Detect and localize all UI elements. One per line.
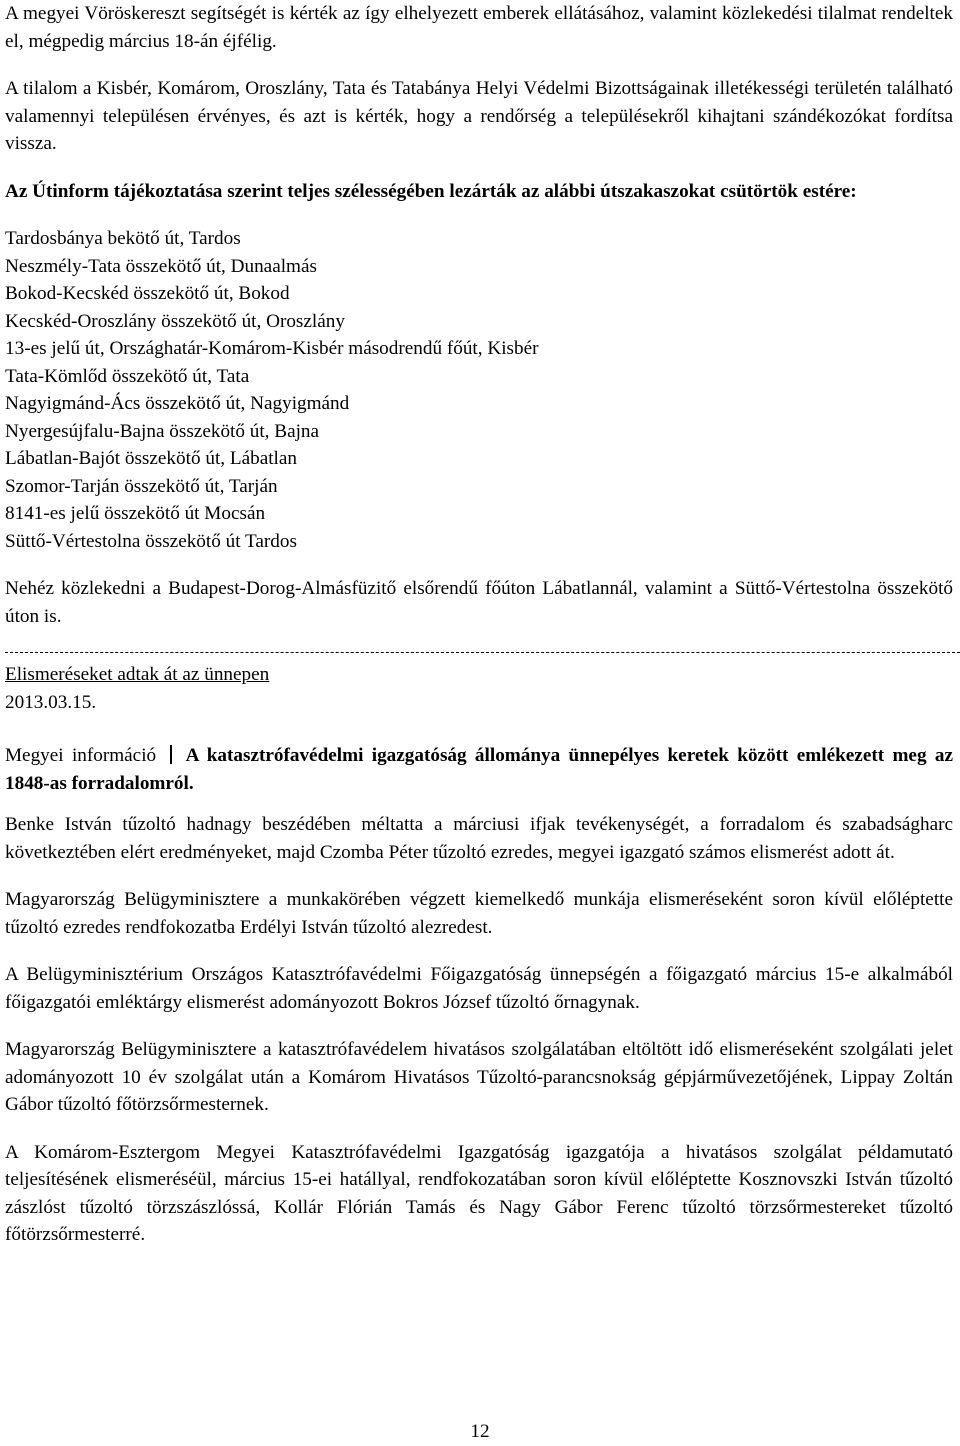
article-headline-block	[5, 742, 953, 797]
road-closures-heading: Az Útinform tájékoztatása szerint teljes szélességében lezárták az alábbi útszakaszokat csütörtök estére:	[5, 180, 857, 202]
article-paragraph: Magyarország Belügyminisztere a katasztrófavédelem hivatásos szolgálatában eltöltött idő elismeréseként szolgálati jelet adományozott 10 év szolgálat után a Komárom Hivatásos Tűzoltó-parancsnokság gépjárművezetőjének, Lippay Zoltán Gábor tűzoltó főtörzsőrmesternek.	[5, 1039, 953, 1115]
road-item: 8141-es jelű összekötő út Mocsán	[5, 503, 266, 524]
road-item: Bokod-Kecskéd összekötő út, Bokod	[5, 283, 290, 304]
traffic-note: Nehéz közlekedni a Budapest-Dorog-Almásfüzitő elsőrendű főúton Lábatlannál, valamint a Süttő-Vértestolna összekötő úton is.	[5, 578, 953, 627]
page-number: 12	[470, 1421, 490, 1442]
article-paragraph: Magyarország Belügyminisztere a munkakörében végzett kiemelkedő munkája elismeréseként soron kívül előléptette tűzoltó ezredes rendfokozatba Erdélyi István tűzoltó alezredest.	[5, 889, 953, 938]
article-title: Elismeréseket adtak át az ünnepen	[5, 664, 270, 685]
road-item: Tata-Kömlőd összekötő út, Tata	[5, 365, 250, 387]
article-paragraph: A Belügyminisztérium Országos Katasztrófavédelmi Főigazgatóság ünnepségén a főigazgató március 15-e alkalmából főigazgatói emléktárgy elismerést adományozott Bokros József tűzoltó őrnagynak.	[5, 964, 953, 1013]
section-divider	[5, 652, 960, 653]
road-closure-list	[5, 225, 953, 555]
road-item: Lábatlan-Bajót összekötő út, Lábatlan	[5, 448, 297, 469]
road-item: Kecskéd-Oroszlány összekötő út, Oroszlány	[5, 310, 345, 332]
article-category: Megyei információ	[5, 745, 157, 766]
road-item: Süttő-Vértestolna összekötő út Tardos	[5, 530, 297, 552]
article-paragraph: A Komárom-Esztergom Megyei Katasztrófavédelmi Igazgatóság igazgatója a hivatásos szolgálat példamutató teljesítésének elismeréséül, március 15-ei hatállyal, rendfokozatában soron kívül előléptette Kosznovszki István tűzoltó zászlóst tűzoltó törzszászlóssá, Kollár Flórián Tamás és Nagy Gábor Ferenc tűzoltó törzsőrmestereket tűzoltó főtörzsőrmesterré.	[5, 1141, 953, 1245]
article-headline: A katasztrófavédelmi igazgatóság állománya ünnepélyes keretek között emlékezett meg az 1848-as forradalomról.	[5, 745, 953, 794]
category-separator	[170, 745, 172, 764]
road-item: Szomor-Tarján összekötő út, Tarján	[5, 475, 278, 497]
road-item: Tardosbánya bekötő út, Tardos	[5, 228, 241, 249]
article-date: 2013.03.15.	[5, 691, 97, 713]
road-item: Nagyigmánd-Ács összekötő út, Nagyigmánd	[5, 393, 350, 414]
intro-paragraph-2: A tilalom a Kisbér, Komárom, Oroszlány, Tata és Tatabánya Helyi Védelmi Bizottságainak illetékességi területén található valamennyi településen érvényes, és azt is kérték, hogy a rendőrség a településekről kihajtani szándékozókat fordítsa vissza.	[5, 78, 953, 154]
road-item: Neszmély-Tata összekötő út, Dunaalmás	[5, 255, 317, 277]
document-page	[5, 0, 953, 1249]
article-paragraph: Benke István tűzoltó hadnagy beszédében méltatta a márciusi ifjak tevékenységét, a forradalom és szabadságharc következtében elért eredményeket, majd Czomba Péter tűzoltó ezredes, megyei igazgató számos elismerést adott át.	[5, 814, 953, 863]
road-item: 13-es jelű út, Országhatár-Komárom-Kisbér másodrendű főút, Kisbér	[5, 338, 539, 359]
intro-paragraph-1: A megyei Vöröskereszt segítségét is kérték az így elhelyezett emberek ellátásához, valamint közlekedési tilalmat rendeltek el, mégpedig március 18-án éjfélig.	[5, 3, 953, 52]
road-item: Nyergesújfalu-Bajna összekötő út, Bajna	[5, 420, 320, 442]
